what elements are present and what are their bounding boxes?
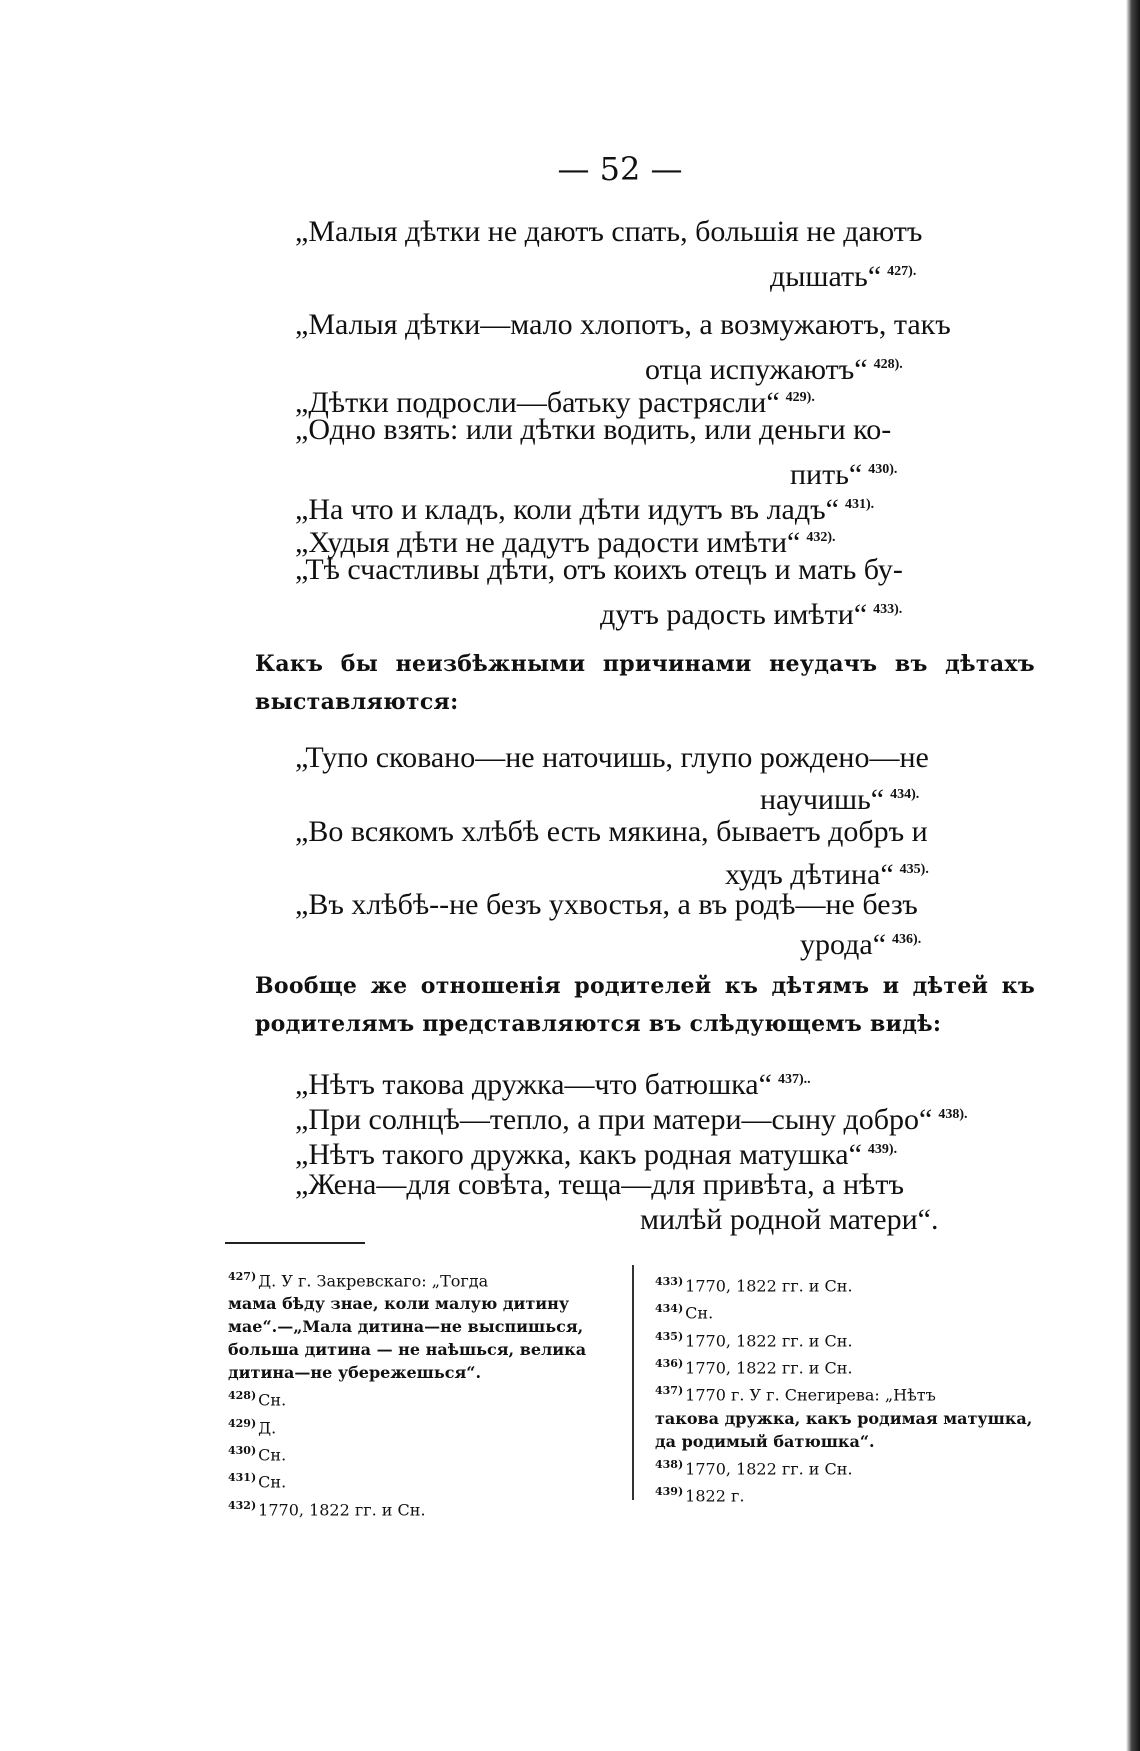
footnote-line: $^{433)}$ 1770, 1822 гг. и Сн.	[655, 1275, 853, 1296]
footnote-line: $^{428)}$ Сн.	[228, 1389, 287, 1410]
footnote-ref: 435).	[899, 862, 929, 877]
footnote-line: мае“.—„Мала дитина—не выспишься,	[228, 1317, 584, 1337]
footnote-ref: 428).	[873, 357, 903, 372]
proverb-line: „Нѣтъ такого дружка, какъ родная матушка“ $^{439).}$	[295, 1138, 898, 1171]
proverb-line: „При солнцѣ—тепло, а при матери—сыну добро“ $^{438).}$	[295, 1103, 968, 1136]
proverb-line: „Худыя дѣти не дадутъ радости имѣти“ $^{432).}$	[295, 526, 836, 559]
proverb-line: „Дѣтки подросли—батьку растрясли“ $^{429).}$	[295, 386, 815, 419]
footnote-ref: 439).	[867, 1142, 898, 1157]
footnote-line: такова дружка, какъ родимая матушка,	[655, 1408, 1033, 1428]
proverb-line: „Одно взять: или дѣтки водить, или деньги ко-	[295, 413, 892, 446]
proverb-line: „Малыя дѣтки—мало хлопотъ, а возмужаютъ, такъ	[295, 308, 951, 341]
footnotes-right	[655, 1270, 1055, 1507]
footnote-line: $^{429)}$ Д.	[228, 1416, 277, 1437]
proverb-line: пить“ $^{430).}$	[790, 458, 898, 491]
footnote-line: $^{435)}$ 1770, 1822 гг. и Сн.	[655, 1329, 853, 1350]
footnote-ref: 436).	[892, 932, 922, 947]
footnote-ref: 432).	[806, 530, 836, 545]
page-number: — 52 —	[557, 150, 683, 188]
proverb-line: „Во всякомъ хлѣбѣ есть мякина, бываетъ добръ и	[295, 815, 928, 848]
footnote-line: дитина—не убережешься“.	[228, 1363, 482, 1383]
footnote-line: $^{439)}$ 1822 г.	[655, 1484, 745, 1506]
proverb-line: дышать“ $^{427).}$	[770, 260, 917, 293]
paragraph-2: Вообще же отношенія родителей къ дѣтямъ и дѣтей къ родителямъ представляются въ слѣдующемъ видѣ:	[255, 973, 1035, 1037]
footnote-ref: 430).	[868, 462, 898, 477]
footnote-ref: 438).	[938, 1107, 968, 1122]
footnote-ref: 437)..	[777, 1072, 811, 1087]
proverb-line: научишь“ $^{434).}$	[760, 783, 920, 816]
footnote-line: $^{434)}$ Сн.	[655, 1302, 714, 1323]
footnote-ref: 429).	[785, 390, 815, 405]
proverb-line: „Нѣтъ такова дружка—что батюшка“ $^{437)..}$	[295, 1068, 811, 1101]
footnote-line: больша дитина — не наѣшься, велика	[228, 1340, 587, 1360]
proverb-line: урода“ $^{436).}$	[800, 928, 922, 961]
footnote-column-divider	[632, 1265, 634, 1500]
footnote-rule	[225, 1242, 365, 1244]
proverb-line: „На что и кладъ, коли дѣти идутъ въ ладъ“ $^{431).}$	[295, 493, 875, 526]
footnote-ref: 434).	[890, 787, 920, 802]
footnote-line: $^{437)}$ 1770 г. У г. Снегирева: „Нѣтъ	[655, 1384, 936, 1405]
proverb-line: худъ дѣтина“ $^{435).}$	[725, 858, 929, 891]
proverb-line: отца испужаютъ“ $^{428).}$	[645, 353, 903, 386]
footnote-line: $^{430)}$ Сн.	[228, 1443, 287, 1465]
footnotes-left	[228, 1265, 623, 1521]
footnote-line: $^{438)}$ 1770, 1822 гг. и Сн.	[655, 1457, 853, 1478]
footnote-line: да родимый батюшка“.	[655, 1431, 875, 1451]
proverb-line: „Малыя дѣтки не даютъ спать, большія не даютъ	[295, 215, 923, 248]
proverb-line: „Жена—для совѣта, теща—для привѣта, а нѣтъ	[295, 1168, 904, 1201]
proverb-line: милѣй родной матери“.	[640, 1203, 939, 1236]
footnote-ref: 433).	[873, 602, 903, 617]
footnote-line: $^{431)}$ Сн.	[228, 1471, 287, 1492]
footnote-line: мама бѣду знае, коли малую дитину	[228, 1294, 570, 1314]
footnote-ref: 431).	[844, 497, 875, 512]
footnote-line: $^{432)}$ 1770, 1822 гг. и Сн.	[228, 1498, 426, 1519]
paragraph-1: Какъ бы неизбѣжными причинами неудачъ въ дѣтахъ выставляются:	[255, 651, 1035, 715]
book-spine-edge	[1126, 0, 1140, 1751]
footnote-ref: 427).	[887, 264, 917, 279]
proverb-line: „Тѣ счастливы дѣти, отъ коихъ отецъ и мать бу-	[295, 553, 903, 586]
footnote-line: $^{436)}$ 1770, 1822 гг. и Сн.	[655, 1356, 853, 1378]
footnote-line: $^{427)}$ Д. У г. Закревскаго: „Тогда	[228, 1270, 489, 1291]
proverb-line: „Въ хлѣбѣ--не безъ ухвостья, а въ родѣ—не безъ	[295, 888, 918, 921]
proverb-line: дутъ радость имѣти“ $^{433).}$	[600, 598, 903, 631]
proverb-line: „Тупо сковано—не наточишь, глупо рождено—не	[295, 741, 929, 774]
